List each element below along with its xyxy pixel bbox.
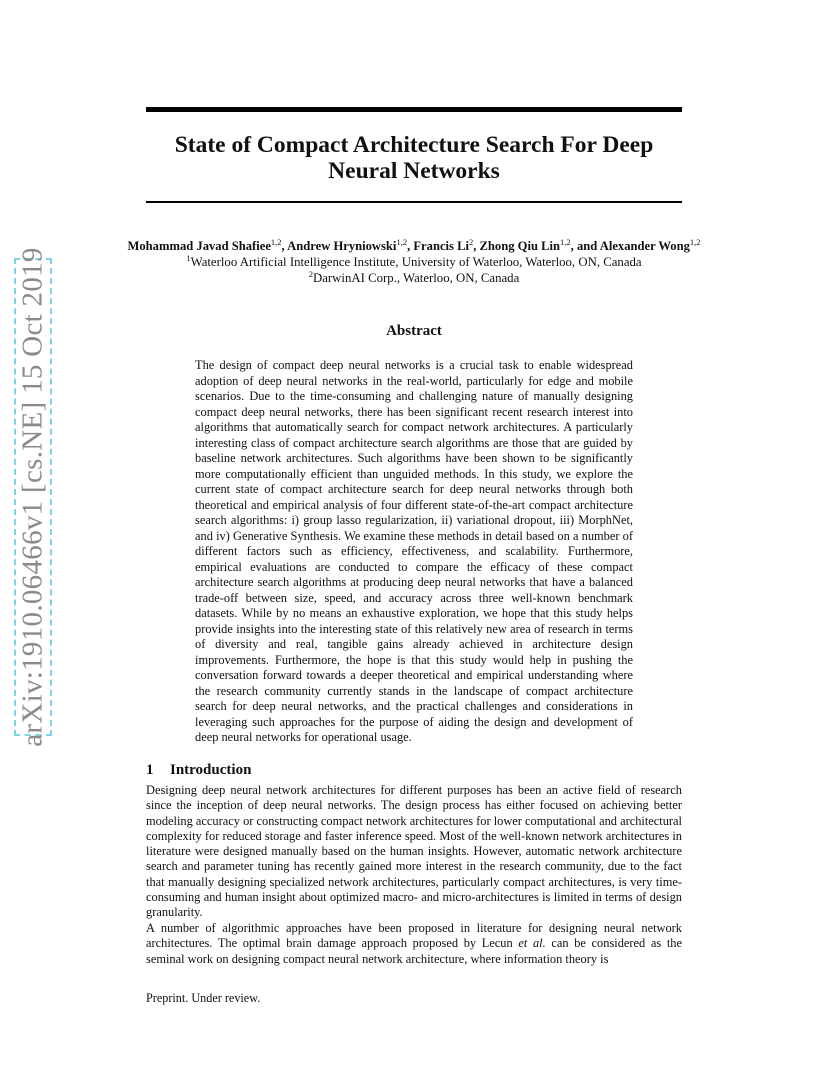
intro-emphasis: et al. xyxy=(518,936,546,951)
author-separator: , xyxy=(473,239,480,253)
intro-text: A number of algorithmic approaches have been proposed in literature for designing neural network architectures. The optimal brain damage approach proposed by Lecun xyxy=(146,921,682,951)
section-number: 1 xyxy=(146,762,154,778)
author-separator: , xyxy=(407,239,414,253)
paper-title: State of Compact Architecture Search For Deep Neural Networks xyxy=(174,132,654,184)
abstract-heading: Abstract xyxy=(386,323,442,339)
author-affil-mark: 1,2 xyxy=(689,237,701,247)
author-name: Andrew Hryniowski xyxy=(287,239,397,253)
author-name: Alexander Wong xyxy=(599,239,690,253)
author-affil-mark: 1,2 xyxy=(270,237,282,247)
affil-text: DarwinAI Corp., Waterloo, ON, Canada xyxy=(312,271,520,285)
abstract-body: The design of compact deep neural networks is a crucial task to enable widespread adoption of deep neural networks in the real-world, particularly for edge and mobile scenarios. Due to the time-consuming and challenging nature of manually designing compact deep neural networks, there has been significant recent research interest into algorithms that automatically search for compact network architectures. A particularly interesting class of compact architecture search algorithms are those that are guided by baseline network architectures. Such algorithms have been shown to be significantly more computationally efficient than unguided methods. In this study, we explore the current state of compact architecture search for deep neural networks through both theoretical and empirical analysis of four different state-of-the-art compact architecture search algorithms: i) group lasso regularization, ii) variational dropout, iii) MorphNet, and iv) Generative Synthesis. We examine these methods in detail based on a number of different factors such as efficiency, effectiveness, and scalability. Furthermore, empirical evaluations are conducted to compare the efficacy of these compact architecture search algorithms at producing deep neural networks that have a balanced trade-off between size, speed, and accuracy across three well-known benchmark datasets. While by no means an exhaustive exploration, we hope that this study helps provide insights into the interesting state of this relatively new area of research in terms of diversity and real, tangible gains already achieved in architecture design improvements. Furthermore, the hope is that this study would help in pushing the conversation forward towards a deeper theoretical and empirical understanding where the research community currently stands in the landscape of compact architecture search for deep neural networks, and the practical challenges and considerations in leveraging such approaches for the purpose of aiding the design and development of deep neural networks for operational usage. xyxy=(195,358,633,744)
author-affil-mark: 1,2 xyxy=(396,237,408,247)
author-separator: , xyxy=(281,239,288,253)
author-name: Zhong Qiu Lin xyxy=(479,239,561,253)
affil-mark: 1 xyxy=(186,253,191,263)
title-rule-top xyxy=(146,107,682,112)
affiliation-1 xyxy=(146,254,682,270)
intro-paragraph-1: Designing deep neural network architectures for different purposes has been an active field of research since the inception of deep neural networks. The design process has either focused on achieving better modeling accuracy or constructing compact network architectures for lower computational and architectural complexity for reduced storage and faster inference speed. Most of the well-known network architectures in literature were designed manually based on the human insights. However, automatic network architecture search and parameter tuning has recently gained more interest in the research community, due to the fact that manually designing specialized network architectures, particularly compact architectures, is very time-consuming and human insight about optimized macro- and micro-architectures is limited in terms of design granularity. xyxy=(146,783,682,920)
arxiv-stamp: arXiv:1910.06466v1 [cs.NE] 15 Oct 2019 xyxy=(16,247,49,747)
footer-note: Preprint. Under review. xyxy=(146,991,261,1005)
author-name: Mohammad Javad Shafiee xyxy=(127,239,271,253)
affil-text: Waterloo Artificial Intelligence Institute, University of Waterloo, Waterloo, ON, Canada xyxy=(190,255,642,269)
section-heading xyxy=(146,762,251,779)
title-rule-bottom xyxy=(146,201,682,203)
author-name: Francis Li xyxy=(413,239,469,253)
author-list xyxy=(90,238,738,254)
section-title: Introduction xyxy=(170,762,252,778)
intro-text: can be considered as the seminal work on designing compact neural network architecture, where information theory is xyxy=(146,936,683,966)
affil-mark: 2 xyxy=(308,269,313,279)
author-affil-mark: 2 xyxy=(468,237,474,247)
author-separator: , and xyxy=(570,239,600,253)
affiliation-2 xyxy=(146,270,682,286)
intro-paragraph-2 xyxy=(146,921,682,967)
author-affil-mark: 1,2 xyxy=(560,237,571,247)
